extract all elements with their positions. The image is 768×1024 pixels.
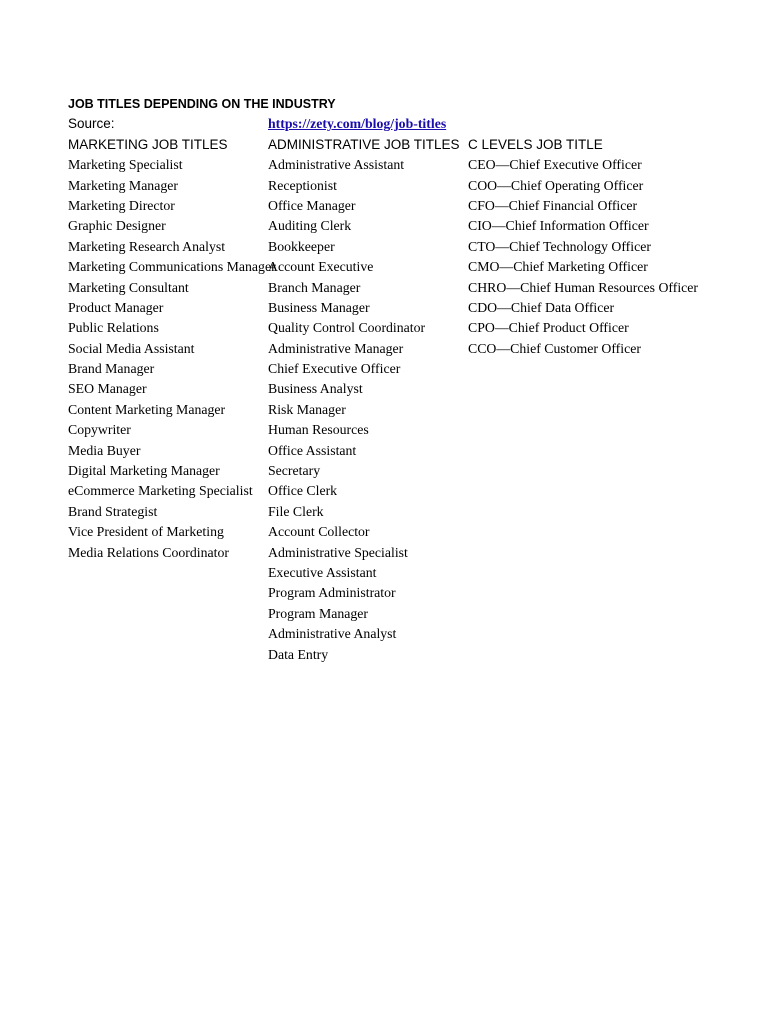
marketing-title: Media Buyer [68, 442, 141, 458]
table-row [68, 379, 768, 399]
table-row [68, 298, 768, 318]
c-level-title: CFO—Chief Financial Officer [468, 197, 638, 213]
marketing-title: Marketing Manager [68, 177, 178, 193]
administrative-title: Business Analyst [268, 381, 363, 397]
marketing-title: Copywriter [68, 422, 131, 438]
administrative-title: Office Clerk [268, 483, 338, 499]
marketing-title: Marketing Communications Manager [68, 259, 276, 275]
c-level-title: CTO—Chief Technology Officer [468, 238, 651, 254]
table-row [68, 481, 768, 501]
marketing-title: SEO Manager [68, 381, 147, 397]
administrative-title: Chief Executive Officer [268, 361, 401, 377]
source-label: Source: [68, 116, 115, 132]
table-row [68, 563, 768, 583]
c-level-title: CMO—Chief Marketing Officer [468, 259, 648, 275]
c-level-title: CPO—Chief Product Officer [468, 320, 629, 336]
table-row [68, 155, 768, 175]
table-row [68, 216, 768, 236]
administrative-title: Secretary [268, 463, 321, 479]
marketing-title: Marketing Research Analyst [68, 238, 226, 254]
administrative-title: File Clerk [268, 503, 324, 519]
title-row [68, 94, 768, 114]
administrative-title: Program Manager [268, 605, 368, 621]
table-row [68, 604, 768, 624]
c-level-title: CEO—Chief Executive Officer [468, 157, 642, 173]
marketing-title: Graphic Designer [68, 218, 166, 234]
administrative-title: Administrative Analyst [268, 626, 397, 642]
header-administrative: ADMINISTRATIVE JOB TITLES [268, 136, 460, 152]
c-level-title: COO—Chief Operating Officer [468, 177, 644, 193]
administrative-title: Receptionist [268, 177, 337, 193]
marketing-title: Content Marketing Manager [68, 401, 226, 417]
table-row [68, 196, 768, 216]
marketing-title: Marketing Director [68, 197, 175, 213]
table-row [68, 278, 768, 298]
administrative-title: Account Executive [268, 259, 374, 275]
header-row [68, 135, 768, 155]
administrative-title: Data Entry [268, 646, 329, 662]
administrative-title: Program Administrator [268, 585, 396, 601]
administrative-title: Administrative Assistant [268, 157, 405, 173]
administrative-title: Executive Assistant [268, 564, 377, 580]
administrative-title: Branch Manager [268, 279, 361, 295]
administrative-title: Human Resources [268, 422, 369, 438]
table-row [68, 502, 768, 522]
c-level-title: CHRO—Chief Human Resources Officer [468, 279, 699, 295]
table-row [68, 543, 768, 563]
table-row [68, 624, 768, 644]
administrative-title: Administrative Manager [268, 340, 404, 356]
administrative-title: Office Assistant [268, 442, 357, 458]
administrative-title: Auditing Clerk [268, 218, 352, 234]
administrative-title: Business Manager [268, 299, 370, 315]
table-row [68, 441, 768, 461]
c-level-title: CIO—Chief Information Officer [468, 218, 649, 234]
table-row [68, 318, 768, 338]
administrative-title: Quality Control Coordinator [268, 320, 426, 336]
table-row [68, 176, 768, 196]
marketing-title: Digital Marketing Manager [68, 463, 220, 479]
marketing-title: Vice President of Marketing [68, 524, 224, 540]
table-body [68, 155, 768, 665]
source-row [68, 114, 768, 134]
table-row [68, 583, 768, 603]
marketing-title: Social Media Assistant [68, 340, 195, 356]
spreadsheet [68, 94, 768, 665]
table-row [68, 400, 768, 420]
table-row [68, 359, 768, 379]
document-title: JOB TITLES DEPENDING ON THE INDUSTRY [68, 97, 336, 111]
marketing-title: Brand Strategist [68, 503, 158, 519]
header-marketing: MARKETING JOB TITLES [68, 136, 228, 152]
table-row [68, 420, 768, 440]
marketing-title: Public Relations [68, 320, 159, 336]
marketing-title: Marketing Specialist [68, 157, 183, 173]
table-row [68, 237, 768, 257]
marketing-title: Media Relations Coordinator [68, 544, 229, 560]
administrative-title: Account Collector [268, 524, 370, 540]
table-row [68, 461, 768, 481]
marketing-title: Brand Manager [68, 361, 155, 377]
c-level-title: CCO—Chief Customer Officer [468, 340, 641, 356]
marketing-title: Product Manager [68, 299, 164, 315]
header-c-levels: C LEVELS JOB TITLE [468, 136, 603, 152]
table-row [68, 339, 768, 359]
table-row [68, 257, 768, 277]
table-row [68, 645, 768, 665]
c-level-title: CDO—Chief Data Officer [468, 299, 615, 315]
administrative-title: Risk Manager [268, 401, 346, 417]
source-link[interactable]: https://zety.com/blog/job-titles [268, 116, 447, 132]
marketing-title: Marketing Consultant [68, 279, 189, 295]
table-row [68, 522, 768, 542]
administrative-title: Office Manager [268, 197, 356, 213]
administrative-title: Bookkeeper [268, 238, 335, 254]
marketing-title: eCommerce Marketing Specialist [68, 483, 253, 499]
administrative-title: Administrative Specialist [268, 544, 408, 560]
